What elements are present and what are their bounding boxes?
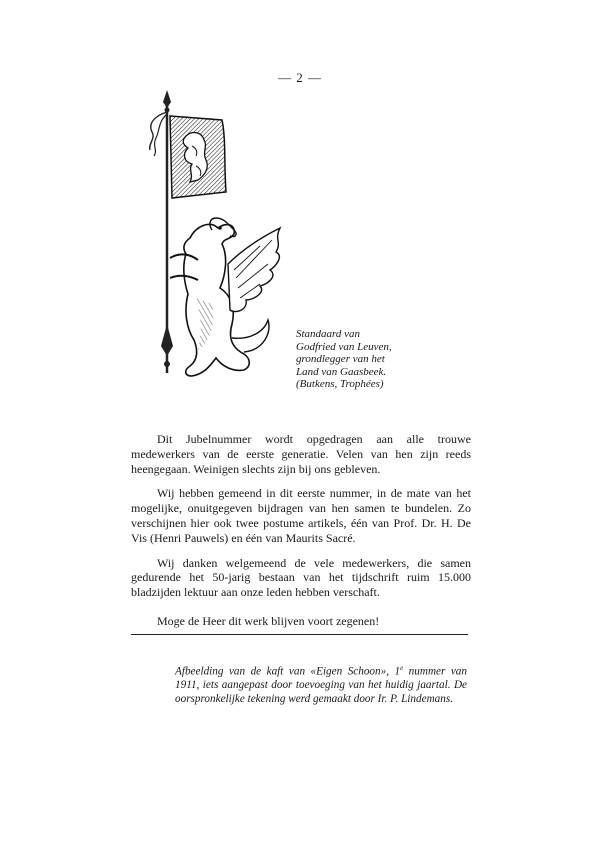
paragraph: Wij danken welgemeend de vele medewerkers, die samen gedurende het 50-jarig bestaan van het tijdschrift ruim 15.000 bladzijden lektuur aan onze leden hebben verschaft.: [131, 555, 471, 600]
body-text: [131, 432, 471, 639]
paragraph: Dit Jubelnummer wordt opgedragen aan alle trouwe medewerkers van de eerste generatie. Velen van hen zijn reeds heengegaan. Weinigen slechts zijn bij ons gebleven.: [131, 432, 471, 476]
paragraph: Moge de Heer dit werk blijven voort zegenen!: [157, 613, 380, 628]
footnote-text: nummer van 1911, iets aangepast door toevoeging van het huidig jaartal. De oorspronkelijke tekening werd gemaakt door Ir. P. Lindemans.: [175, 665, 467, 705]
caption-line: grondlegger van het: [296, 353, 385, 365]
footnote-superscript: e: [400, 664, 404, 672]
illustration-caption: [296, 328, 456, 391]
page-number: — 2 —: [278, 70, 322, 85]
paragraph: Wij hebben gemeend in dit eerste nummer, in de mate van het mogelijke, onuitgegeven bijdragen van hen samen te bundelen. Zo verschijnen hier ook twee postume artikels, één van Prof. Dr. H. De Vis (Henri Pauwels) en één van Maurits Sacré.: [131, 486, 471, 545]
caption-line: Standaard van: [296, 328, 361, 340]
footnote-text: Afbeelding van de kaft van «Eigen Schoon», 1: [175, 665, 401, 678]
footnote: [175, 662, 467, 707]
griffin-with-standard-icon: [140, 88, 290, 388]
horizontal-rule: [131, 634, 468, 635]
caption-line: (Butkens, Trophées): [296, 378, 384, 390]
caption-line: Land van Gaasbeek.: [296, 365, 387, 378]
caption-line: Godfried van Leuven,: [296, 340, 392, 353]
